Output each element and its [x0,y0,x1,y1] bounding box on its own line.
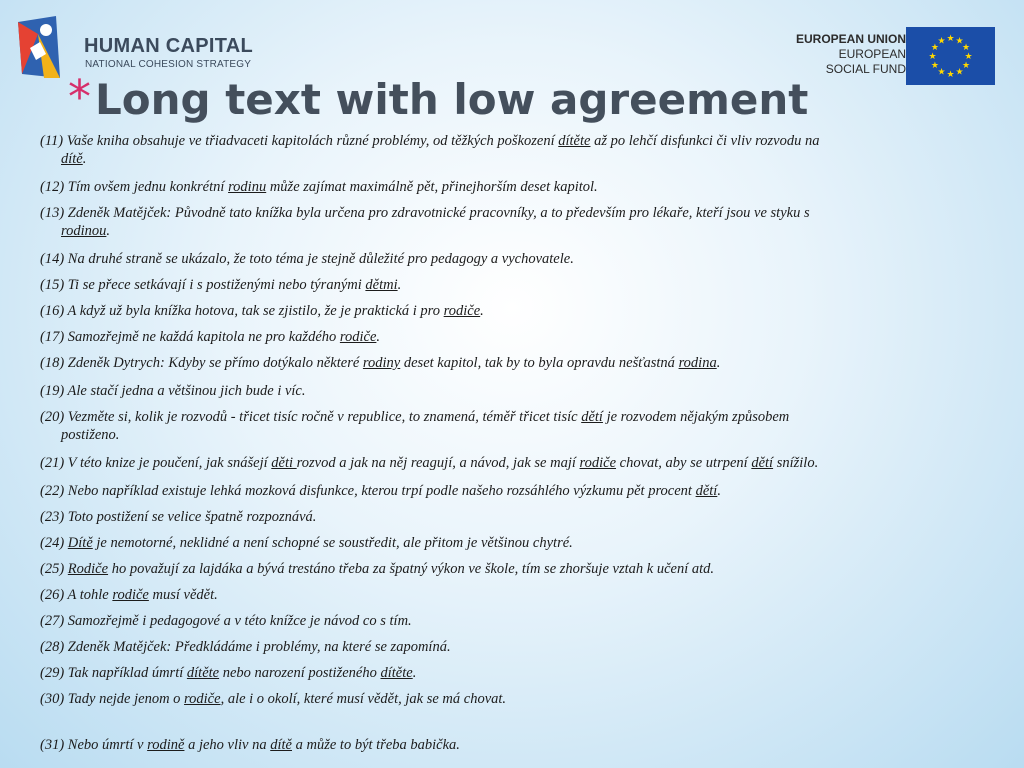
eu-star-icon: ★ [930,60,939,70]
sentence-text: ho považují za lajdáka a bývá trestáno třeba za špatný výkon ve škole, tím se zhoršuje vztah k učení atd. [108,561,714,577]
underlined-term: rodiče [579,455,617,471]
underlined-term: dítěte [186,665,220,681]
sentence-item [40,382,990,400]
sentence-text: (14) Na druhé straně se ukázalo, že toto téma je stejně důležité pro pedagogy a vychovatele. [40,251,574,267]
underlined-term: rodiče [443,303,481,319]
sentence-text: je nemotorné, neklidné a není schopné se soustředit, ale přitom je většinou chytré. [92,535,573,551]
underlined-term: dítěte [558,133,591,149]
sentence-line [40,454,990,472]
eu-star-icon: ★ [955,35,964,46]
sentence-item [40,690,990,708]
sentence-line [40,690,990,708]
sentence-text: . [106,223,111,239]
sentence-item [40,204,990,240]
eu-logo-text [796,32,906,77]
sentence-line [40,586,990,604]
underlined-term: dítě [61,151,83,167]
sentence-line [40,302,990,320]
sentence-item [40,250,990,268]
sentence-item [40,508,990,526]
sentence-item [40,560,990,578]
sentence-text: (29) Tak například úmrtí [40,665,187,681]
sentence-item [40,454,990,472]
eu-star-icon: ★ [937,66,946,77]
sentence-text: (24) [40,535,68,551]
underlined-term: dítěte [380,665,413,681]
sentence-line [40,382,990,400]
sentence-text: (30) Tady nejde jenom o [40,691,185,707]
eu-star-icon: ★ [930,42,939,52]
sentence-line [40,250,990,268]
sentence-text: . [480,303,484,319]
underlined-term: rodiny [362,355,401,371]
eu-line-3: SOCIAL FUND [825,62,906,76]
underlined-term: dítě [270,737,292,753]
sentence-text: snížilo. [773,455,819,471]
sentence-text: musí vědět. [148,587,218,603]
eu-star-icon: ★ [937,35,946,46]
sentence-text: postiženo. [61,427,120,443]
sentence-text: (11) Vaše kniha obsahuje ve třiadvaceti kapitolách různé problémy, od těžkých poškození [40,133,559,149]
sentence-text: (26) A tohle [40,587,113,603]
sentence-line [40,408,990,426]
human-capital-title: HUMAN CAPITAL [84,35,254,57]
sentence-line [40,276,990,294]
sentence-item [40,408,990,444]
sentence-text: je rozvodem nějakým způsobem [602,409,790,425]
underlined-term: rodině [147,737,185,753]
sentence-item [40,354,990,372]
human-capital-emblem-icon [16,14,66,80]
sentence-item [40,534,990,552]
sentence-text: deset kapitol, tak by to byla opravdu nešťastná [400,355,679,371]
sentence-continuation [40,222,990,240]
sentence-item [40,132,990,168]
underlined-term: dětí [751,455,774,471]
sentence-line [40,482,990,500]
human-capital-subtitle: NATIONAL COHESION STRATEGY [85,59,252,70]
underlined-term: Rodiče [67,561,109,577]
eu-line-2: EUROPEAN [838,47,906,61]
underlined-term: rodiče [339,329,377,345]
sentence-text: chovat, aby se utrpení [616,455,752,471]
sentence-continuation [40,150,990,168]
sentence-text: (19) Ale stačí jedna a většinou jich bude i víc. [40,383,306,399]
sentence-text: . [82,151,87,167]
sentence-line [40,132,990,150]
slide-title [68,70,809,126]
title-text: Long text with low agreement [95,75,809,124]
sentence-text: (23) Toto postižení se velice špatně rozpoznává. [40,509,317,525]
sentence-item [40,276,990,294]
sentence-item [40,482,990,500]
sentence-item [40,586,990,604]
sentence-item [40,664,990,682]
sentence-line [40,534,990,552]
underlined-term: Dítě [67,535,93,551]
sentence-text: (18) Zdeněk Dytrych: Kdyby se přímo dotýkalo některé [40,355,363,371]
sentence-text: (13) Zdeněk Matějček: Původně tato knížka byla určena pro zdravotnické pracovníky, a to především pro lékaře, kteří jsou ve styku s [40,205,810,221]
sentence-line [40,508,990,526]
sentence-text: . [716,355,721,371]
sentence-text: (22) Nebo například existuje lehká mozková disfunkce, kterou trpí podle našeho rozsáhlého výzkumu pět procent [40,483,696,499]
sentence-text: (16) A když už byla knížka hotova, tak se zjistilo, že je praktická i pro [40,303,444,319]
sentence-text: . [412,665,417,681]
sentence-text: až po lehčí disfunkci či vliv rozvodu na [590,133,820,149]
sentence-text: nebo narození postiženého [219,665,381,681]
eu-star-icon: ★ [964,51,973,61]
sentence-text: (20) Vezměte si, kolik je rozvodů - třicet tisíc ročně v republice, to znamená, téměř třicet tisíc [40,409,582,425]
underlined-term: rodina [678,355,717,371]
sentence-item [40,302,990,320]
sentence-item [40,736,990,754]
sentence-line [40,736,990,754]
sentence-text: . [717,483,721,499]
sentence-text: a může to být třeba babička. [291,737,460,753]
sentence-line [40,612,990,630]
sentence-line [40,560,990,578]
eu-star-icon: ★ [946,33,955,43]
sentence-item [40,638,990,656]
eu-line-1: EUROPEAN UNION [795,32,906,46]
sentence-line [40,328,990,346]
underlined-term: rodiče [112,587,149,603]
sentence-text: . [397,277,402,293]
sentence-text: (21) V této knize je poučení, jak snášejí [40,455,272,471]
eu-star-icon: ★ [962,60,971,70]
sentence-item [40,612,990,630]
sentence-line [40,178,990,196]
eu-flag-icon [906,27,995,85]
sentence-text: rozvod a jak na něj reagují, a návod, jak se mají [296,455,580,471]
underlined-term: dětí [695,483,718,499]
sentence-text: , ale i o okolí, které musí vědět, jak se má chovat. [220,691,507,707]
title-bullet: * [68,70,91,124]
sentence-text: a jeho vliv na [184,737,271,753]
sentence-item [40,178,990,196]
eu-star-icon: ★ [946,69,955,79]
underlined-term: rodinou [61,223,107,239]
sentence-line [40,664,990,682]
sentence-text: (25) [40,561,68,577]
sentence-line [40,204,990,222]
sentence-text: (31) Nebo úmrtí v [40,737,148,753]
underlined-term: rodinu [228,179,267,195]
sentence-item [40,328,990,346]
sentence-text: . [376,329,381,345]
underlined-term: dětí [581,409,603,425]
eu-star-icon: ★ [928,51,937,61]
underlined-term: dětmi [365,277,398,293]
sentence-line [40,354,990,372]
underlined-term: rodiče [184,691,221,707]
sentence-line [40,638,990,656]
eu-star-icon: ★ [962,42,971,52]
sentence-text: (12) Tím ovšem jednu konkrétní [40,179,229,195]
underlined-term: děti [271,455,297,471]
sentence-text: (27) Samozřejmě i pedagogové a v této knížce je návod co s tím. [40,613,412,629]
sentence-text: (15) Ti se přece setkávají i s postiženými nebo týranými [40,277,366,293]
eu-star-icon: ★ [955,66,964,77]
sentence-continuation [40,426,990,444]
sentence-text: (17) Samozřejmě ne každá kapitola ne pro každého [40,329,340,345]
sentence-text: (28) Zdeněk Matějček: Předkládáme i problémy, na které se zapomíná. [40,639,451,655]
sentence-text: může zajímat maximálně pět, přinejhorším deset kapitol. [266,179,598,195]
